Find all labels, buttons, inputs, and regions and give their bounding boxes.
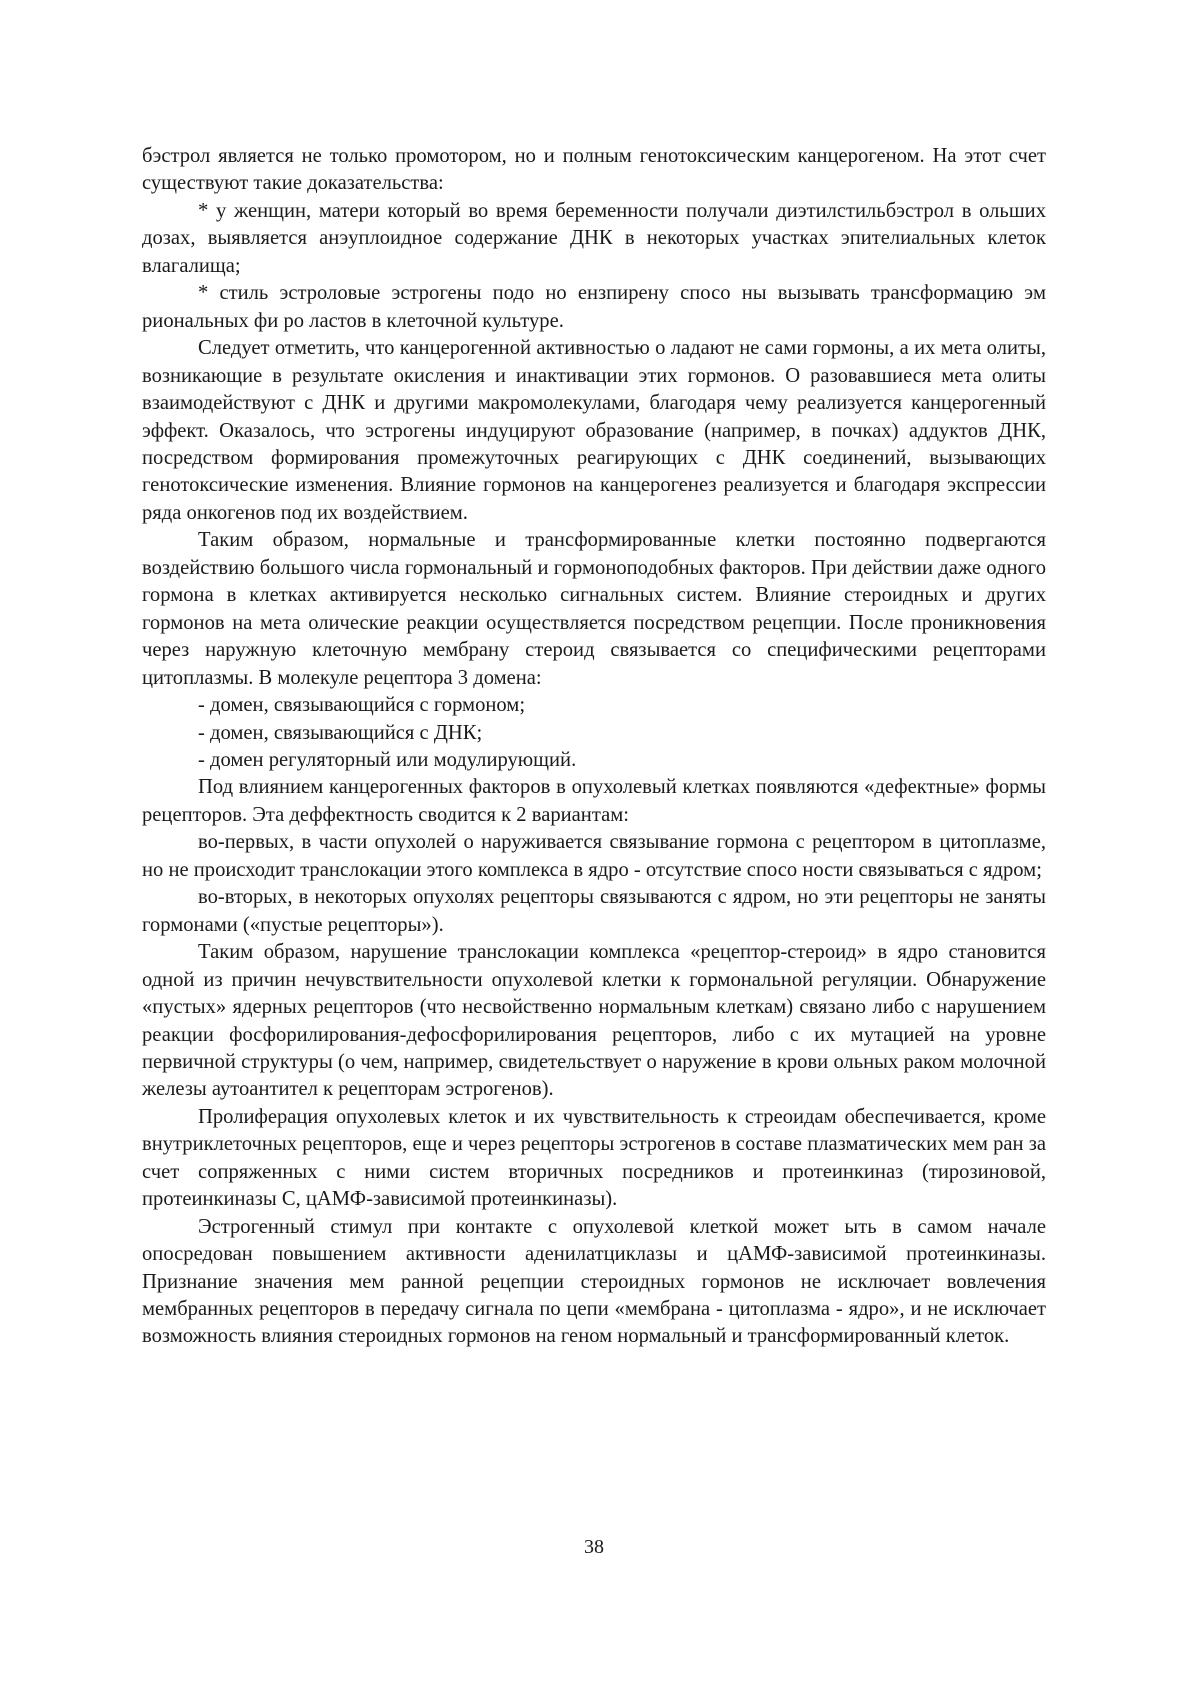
domain-list-item-3: - домен регуляторный или модулирующий.	[198, 748, 577, 771]
paragraph-defective-receptors: Под влиянием канцерогенных факторов в опухолевый клетках появляются «дефектные» формы рецепторов. Эта деффектность сводится к 2 вариантам:	[142, 776, 1046, 826]
domain-list-item-1: - домен, связывающийся с гормоном;	[198, 694, 526, 717]
variant-first: во-первых, в части опухолей о наруживается связывание гормона с рецептором в цитоплазме, но не происходит транслокации этого комплекса в ядро - отсутствие спосо ности связываться с ядром;	[142, 831, 1046, 881]
paragraph-continuation: бэстрол является не только промотором, но и полным генотоксическим канцерогеном. На этот счет существуют такие доказательства:	[142, 145, 1046, 195]
evidence-item-2: * стиль эстроловые эстрогены подо но ензпирену спосо ны вызывать трансформацию эм риональных фи ро ластов в клеточной культуре.	[142, 282, 1046, 332]
paragraph-translocation: Таким образом, нарушение транслокации комплекса «рецептор-стероид» в ядро становится одной из причин нечувствительности опухолевой клетки к гормональной регуляции. Обнаружение «пустых» ядерных рецепторов (что несвойственно нормальным клеткам) связано либо с нарушением реакции фосфорилирования-дефосфорилирования рецепторов, либо с их мутацией на уровне первичной структуры (о чем, например, свидетельствует о наружение в крови ольных раком молочной железы аутоантител к рецепторам эстрогенов).	[142, 941, 1046, 1101]
paragraph-estrogen-stimulus: Эстрогенный стимул при контакте с опухолевой клеткой может ыть в самом начале опосредован повышением активности аденилатциклазы и цАМФ-зависимой протеинкиназы. Признание значения мем ранной рецепции стероидных гормонов не исключает вовлечения мембранных рецепторов в передачу сигнала по цепи «мембрана - цитоплазма - ядро», и не исключает возможность влияния стероидных гормонов на геном нормальный и трансформированный клеток.	[142, 1215, 1046, 1348]
paragraph-proliferation: Пролиферация опухолевых клеток и их чувствительность к стреоидам обеспечивается, кроме внутриклеточных рецепторов, еще и через рецепторы эстрогенов в составе плазматических мем ран за счет сопряженных с ними систем вторичных посредников и протеинкиназ (тирозиновой, протеинкиназы С, цАМФ-зависимой протеинкиназы).	[142, 1105, 1046, 1211]
domain-list-item-2: - домен, связывающийся с ДНК;	[198, 721, 483, 744]
body-text	[142, 143, 1046, 1351]
page-number: 38	[584, 1536, 604, 1558]
evidence-item-1: * у женщин, матери который во время беременности получали диэтилстильбэстрол в ольших дозах, выявляется анэуплоидное содержание ДНК в некоторых участках эпителиальных клеток влагалища;	[142, 199, 1046, 277]
paragraph-receptors: Таким образом, нормальные и трансформированные клетки постоянно подвергаются воздействию большого числа гормональный и гормоноподобных факторов. При действии даже одного гормона в клетках активируется несколько сигнальных систем. Влияние стероидных и других гормонов на мета олические реакции осуществляется посредством рецепции. После проникновения через наружную клеточную мембрану стероид связывается со специфическими рецепторами цитоплазмы. В молекуле рецептора 3 домена:	[142, 529, 1046, 689]
paragraph-metabolites: Следует отметить, что канцерогенной активностью о ладают не сами гормоны, а их мета олиты, возникающие в результате окисления и инактивации этих гормонов. О разовавшиеся мета олиты взаимодействуют с ДНК и другими макромолекулами, благодаря чему реализуется канцерогенный эффект. Оказалось, что эстрогены индуцируют образование (например, в почках) аддуктов ДНК, посредством формирования промежуточных реагирующих с ДНК соединений, вызывающих генотоксические изменения. Влияние гормонов на канцерогенез реализуется и благодаря экспрессии ряда онкогенов под их воздействием.	[142, 337, 1046, 524]
variant-second: во-вторых, в некоторых опухолях рецепторы связываются с ядром, но эти рецепторы не заняты гормонами («пустые рецепторы»).	[142, 886, 1046, 936]
